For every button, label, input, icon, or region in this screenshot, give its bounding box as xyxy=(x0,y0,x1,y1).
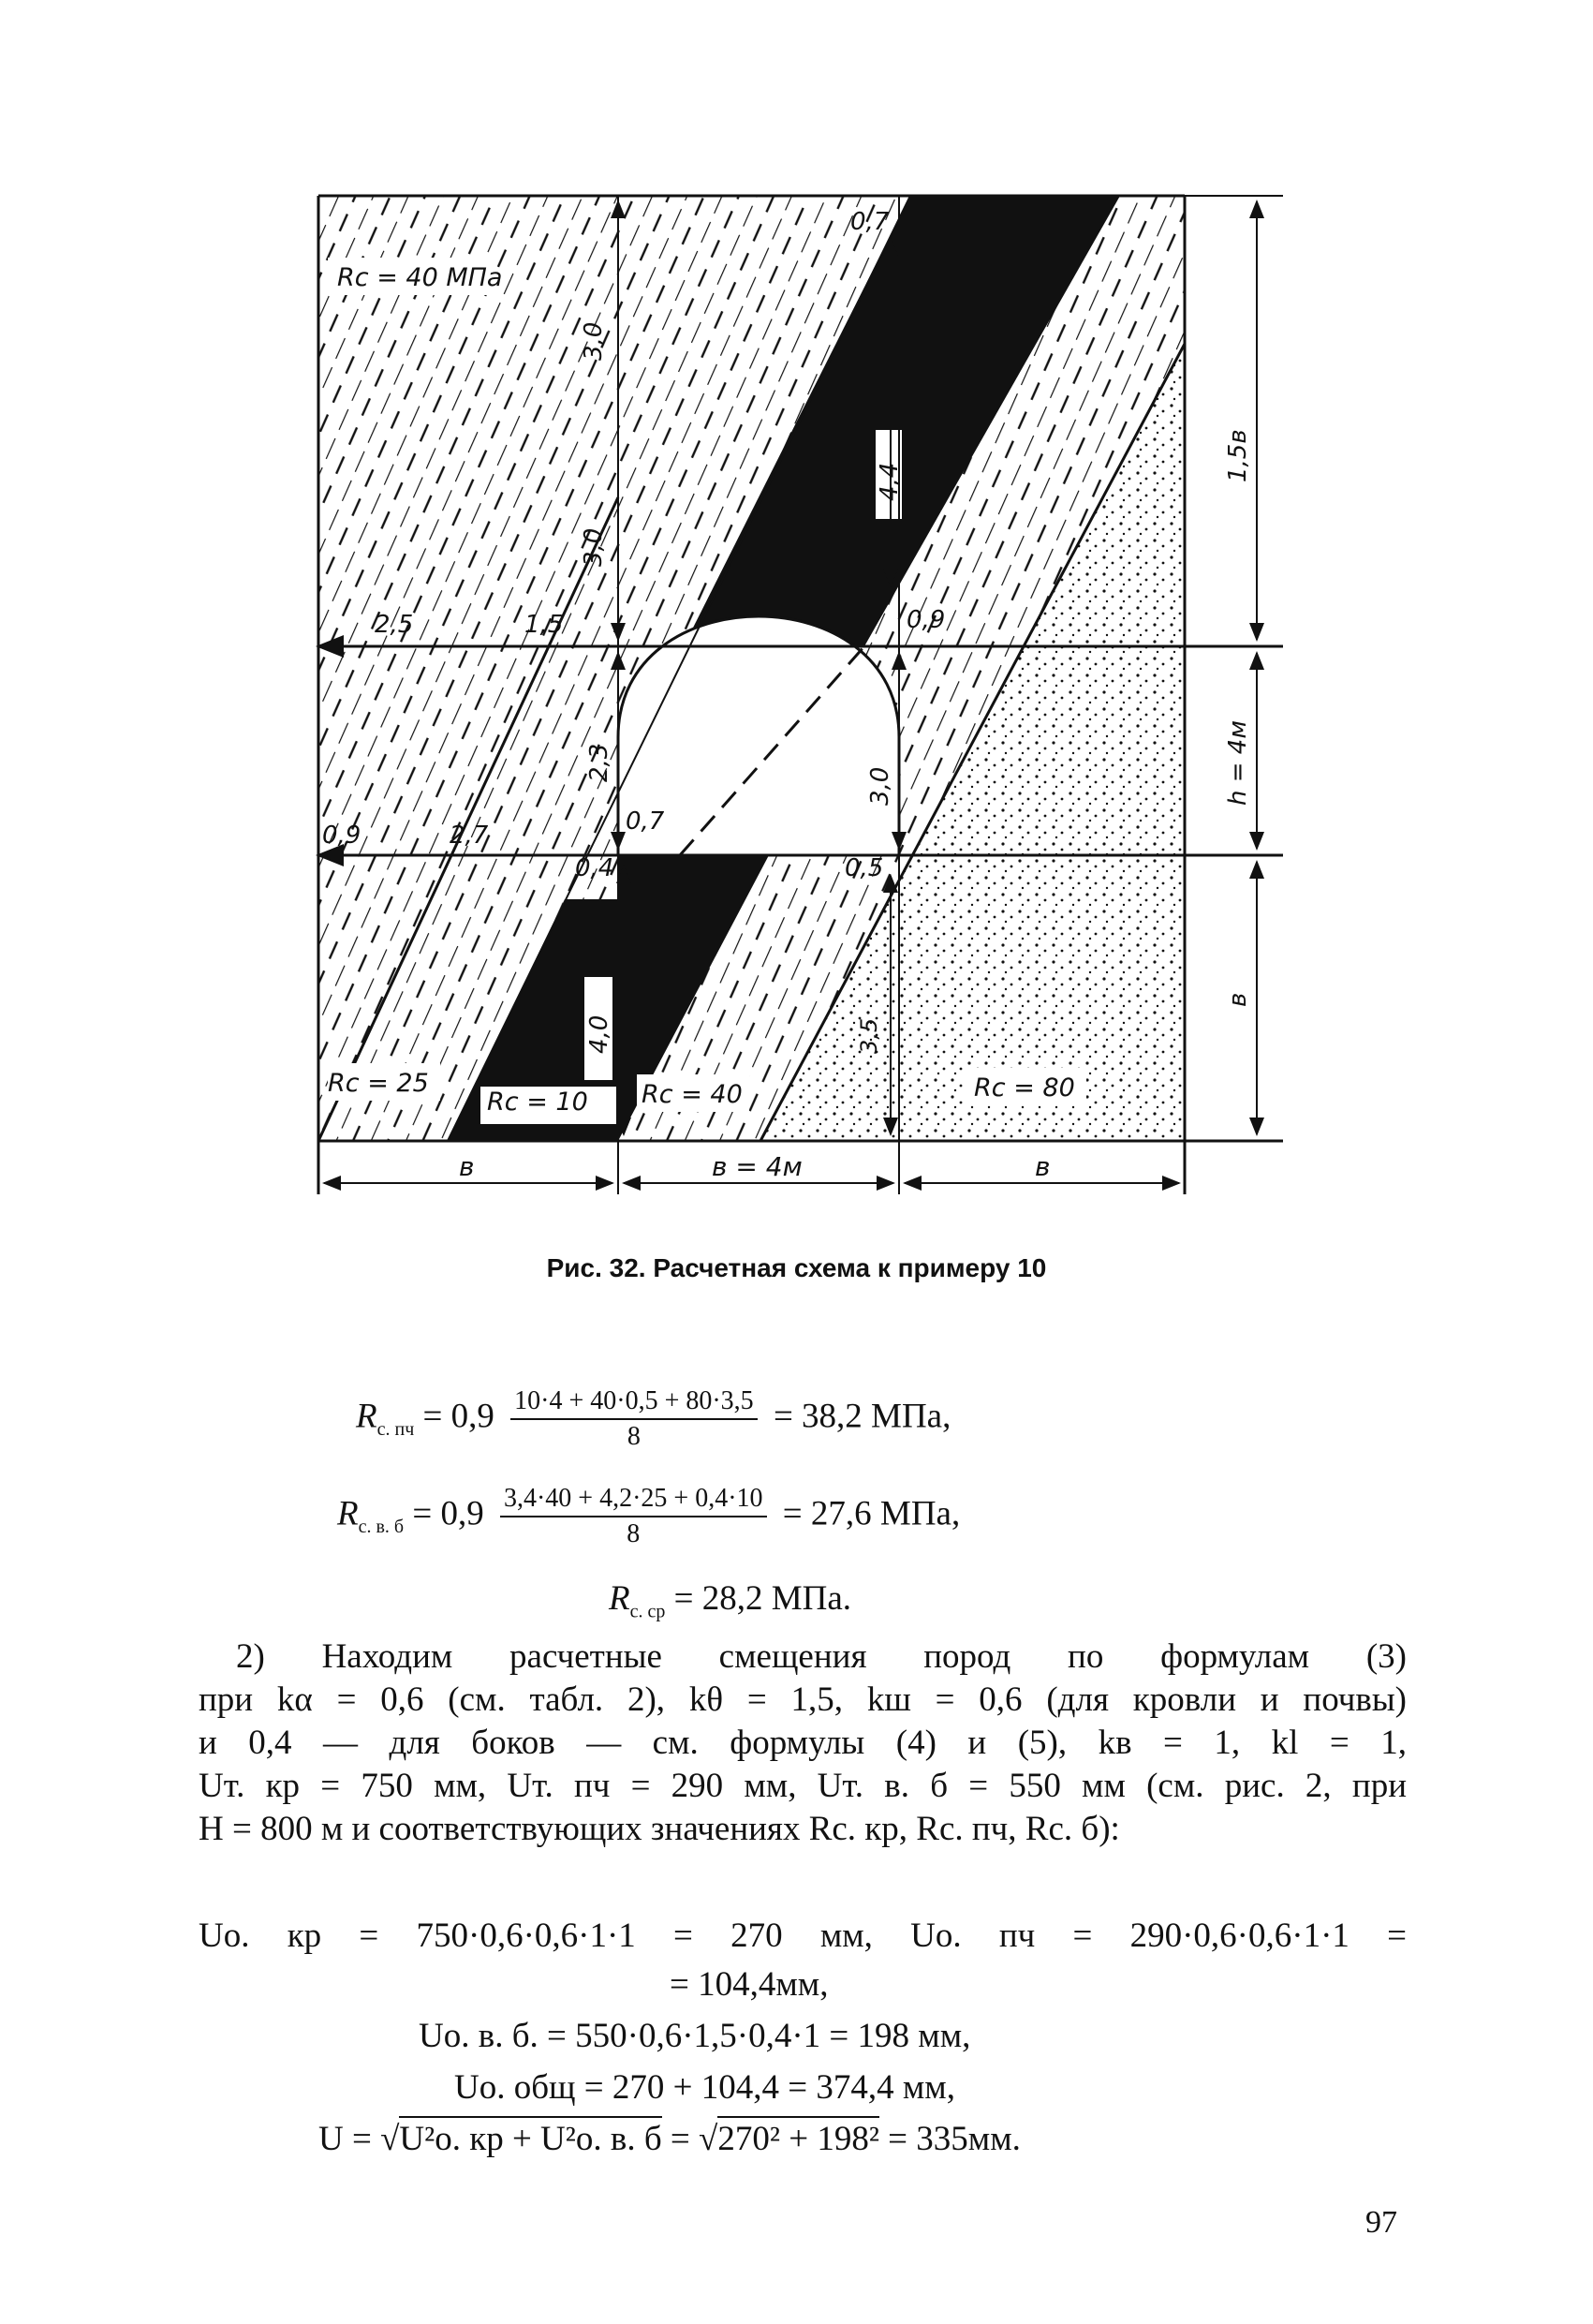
calc-line-1: Uo. кр = 750·0,6·0,6·1·1 = 270 мм, Uo. пч = 290·0,6·0,6·1·1 = xyxy=(199,1917,1407,1955)
para-line-4: Uт. кр = 750 мм, Uт. пч = 290 мм, Uт. в. б = 550 мм (см. рис. 2, при xyxy=(199,1767,1407,1805)
dim-h: h = 4м xyxy=(1224,720,1252,806)
dim-15: 1,5 xyxy=(524,611,564,639)
dim-15b: 1,5в xyxy=(1224,429,1252,482)
calc-line-2: = 104,4мм, xyxy=(670,1965,829,2004)
width-mid: в = 4м xyxy=(712,1151,803,1182)
para-line-1: 2) Находим расчетные смещения пород по формулам (3) xyxy=(236,1637,1407,1676)
label-rc25: Rc = 25 xyxy=(328,1069,429,1098)
dim-09b: 0,9 xyxy=(322,822,361,850)
scheme-svg xyxy=(309,183,1302,1236)
equation-rc-vb: $R_{с. в. б} = 0,9$ $\frac{3,4\cdot 40 + 4,2\cdot 25 + 0,4\cdot 10}{8}$ = 27,6 МПа, xyxy=(337,1484,961,1548)
calc-line-4: Uo. общ = 270 + 104,4 = 374,4 мм, xyxy=(454,2068,955,2107)
figure-caption: Рис. 32. Расчетная схема к примеру 10 xyxy=(546,1253,1047,1282)
calc-line-5: U = √U²o. кр + U²o. в. б = √270² + 198² = 335мм. xyxy=(318,2122,1021,2156)
dim-23: 2,3 xyxy=(585,743,613,782)
dim-04: 0,4 xyxy=(575,854,614,882)
para-line-5: H = 800 м и соответствующих значениях Rс. кр, Rс. пч, Rс. б): xyxy=(199,1810,1120,1848)
label-rc80: Rc = 80 xyxy=(974,1073,1075,1103)
figure-calculation-scheme xyxy=(309,183,1302,1241)
dim-05: 0,5 xyxy=(845,854,884,882)
dim-30a: 3,0 xyxy=(580,321,608,361)
dim-30b: 3,0 xyxy=(580,527,608,567)
dim-07b: 0,7 xyxy=(626,807,665,836)
width-right: в xyxy=(1035,1151,1051,1182)
page-number: 97 xyxy=(1365,2205,1397,2240)
dim-30c: 3,0 xyxy=(866,766,894,806)
dim-25: 2,5 xyxy=(375,611,414,639)
dim-07a: 0,7 xyxy=(850,208,890,236)
label-rc-top: Rc = 40 МПа xyxy=(337,263,503,292)
dim-27: 2,7 xyxy=(450,822,489,850)
equation-rc-pch: $R_{с. пч} = 0,9$ $\frac{10\cdot 4 + 40\cdot 0,5 + 80\cdot 3,5}{8}$ = 38,2 МПа, xyxy=(356,1386,951,1451)
dim-09a: 0,9 xyxy=(907,606,946,634)
label-rc10: Rc = 10 xyxy=(487,1088,588,1117)
dim-35: 3,5 xyxy=(856,1017,882,1054)
dim-b: в xyxy=(1224,992,1252,1007)
width-left: в xyxy=(459,1151,475,1182)
para-line-2: при kα = 0,6 (см. табл. 2), kθ = 1,5, kш = 0,6 (для кровли и почвы) xyxy=(199,1680,1407,1719)
label-rc40: Rc = 40 xyxy=(642,1080,743,1109)
dim-44: 4,4 xyxy=(876,462,904,501)
para-line-3: и 0,4 — для боков — см. формулы (4) и (5), kв = 1, kl = 1, xyxy=(199,1724,1407,1762)
dim-40: 4,0 xyxy=(585,1014,613,1054)
paragraph-displacements xyxy=(199,1636,1407,1851)
equation-rc-sr: $R_{с. ср} = 28,2$ МПа. xyxy=(609,1579,852,1622)
calc-line-3: Uo. в. б. = 550·0,6·1,5·0,4·1 = 198 мм, xyxy=(419,2017,971,2055)
